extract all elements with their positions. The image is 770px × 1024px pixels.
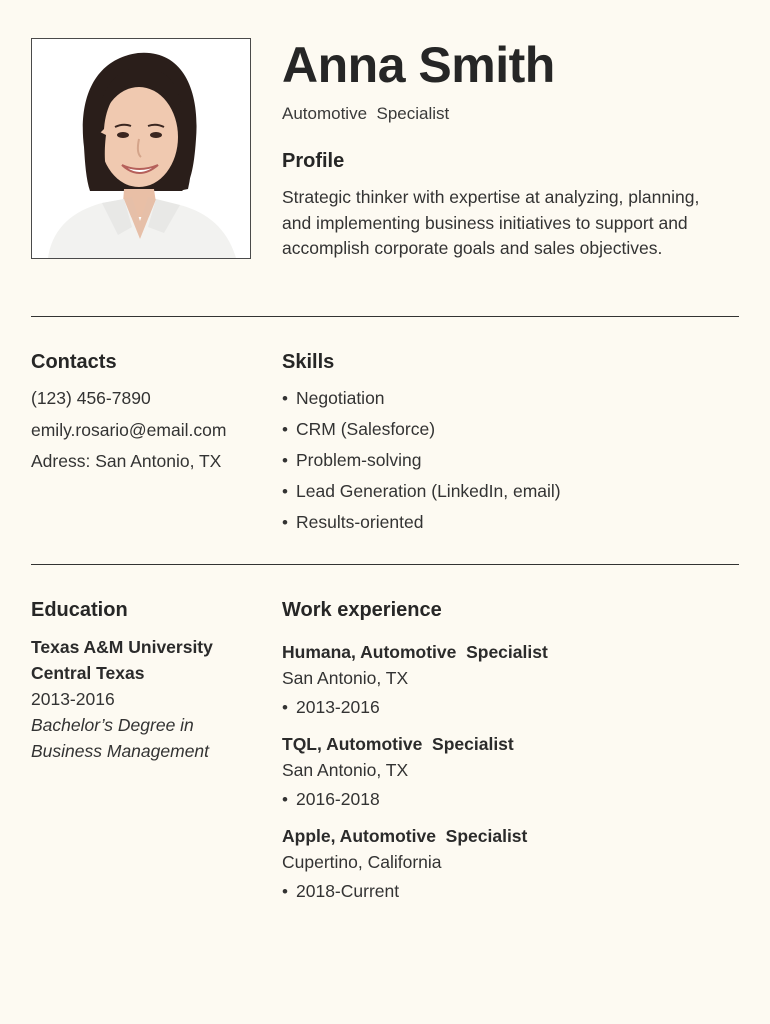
job-company: Humana, Automotive Specialist	[282, 642, 548, 662]
portrait-photo	[32, 39, 250, 258]
job-period: • 2013-2016	[282, 692, 742, 723]
education-years: 2013-2016	[31, 689, 115, 709]
skill-item: • Results-oriented	[282, 511, 561, 542]
education-heading: Education	[31, 599, 128, 621]
work-list	[282, 640, 742, 916]
job-company: TQL, Automotive Specialist	[282, 734, 514, 754]
profile-heading: Profile	[282, 150, 345, 172]
profile-text: Strategic thinker with expertise at analyzing, planning, and implementing business initiatives to support and accomplish corporate goals and sales objectives.	[282, 187, 700, 258]
contact-phone: (123) 456-7890	[31, 388, 151, 408]
skill-item: • Problem-solving	[282, 449, 561, 480]
work-heading: Work experience	[282, 599, 442, 621]
skills-list	[282, 387, 561, 542]
job-period: • 2016-2018	[282, 784, 742, 815]
job-location: San Antonio, TX	[282, 668, 409, 688]
skill-item: • CRM (Salesforce)	[282, 418, 561, 449]
contact-email: emily.rosario@email.com	[31, 419, 227, 440]
contact-address: Adress: San Antonio, TX	[31, 451, 222, 471]
contacts-list	[31, 387, 226, 482]
contacts-heading: Contacts	[31, 351, 117, 373]
skill-item: • Lead Generation (LinkedIn, email)	[282, 480, 561, 511]
job-company: Apple, Automotive Specialist	[282, 826, 528, 846]
university-campus: Central Texas	[31, 663, 145, 683]
education-entry	[31, 634, 271, 764]
university-name: Texas A&M University	[31, 637, 213, 657]
job-entry	[282, 640, 742, 723]
divider-bottom	[31, 564, 739, 565]
job-entry	[282, 824, 742, 907]
degree-line-2: Business Management	[31, 741, 210, 761]
skill-item: • Negotiation	[282, 387, 561, 418]
candidate-name: Anna Smith	[282, 37, 555, 93]
skills-heading: Skills	[282, 351, 335, 373]
divider-top	[31, 316, 739, 317]
job-location: Cupertino, California	[282, 852, 442, 872]
degree-line-1: Bachelor’s Degree in	[31, 715, 194, 735]
job-entry	[282, 732, 742, 815]
profile-photo	[31, 38, 251, 259]
job-period: • 2018-Current	[282, 876, 742, 907]
job-location: San Antonio, TX	[282, 760, 409, 780]
job-title: Automotive Specialist	[282, 104, 450, 123]
